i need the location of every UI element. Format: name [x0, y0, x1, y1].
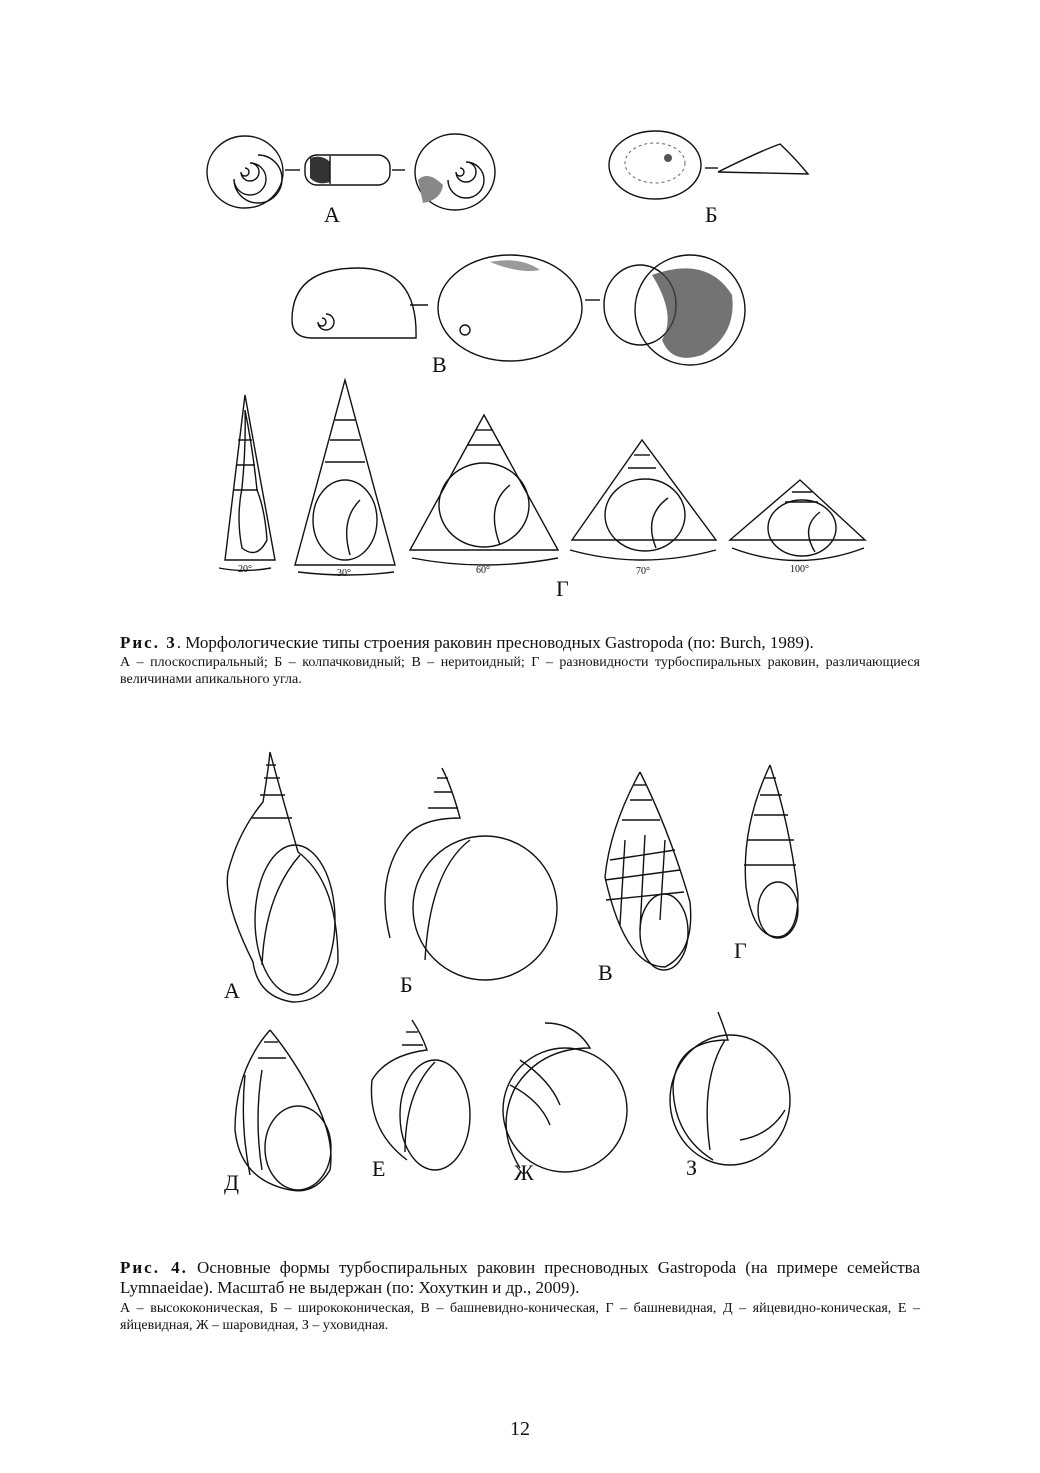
figure-4-label-g: Г [734, 938, 747, 963]
figure-4-z-auriform-drawing [670, 1012, 790, 1180]
figure-4-label-b: Б [400, 972, 413, 997]
figure-3-label-b: Б [705, 202, 718, 227]
figure-4-e-ovate-drawing [371, 1020, 470, 1181]
figure-4-label-a: А [224, 978, 240, 1003]
figure-4-zh-globular-drawing [503, 1023, 627, 1185]
angle-label-70: 70° [636, 566, 650, 577]
figure-4-a-high-conical-drawing [224, 752, 338, 1003]
figure-4-caption-legend: А – высококоническая, Б – ширококоническая, В – башневидно-коническая, Г – башневидная, Д – яйцевидно-коническая, Е – яйцевидная, Ж – шаровидная, З – уховидная. [120, 1300, 920, 1333]
figure-4-caption-main: Основные формы турбоспиральных раковин пресноводных Gastropoda (на примере семейства Lymnaeidae). Масштаб не выдержан (по: Хохуткин и др., 2009). [120, 1258, 920, 1298]
figure-3-caption-main: . Морфологические типы строения раковин пресноводных Gastropoda (по: Burch, 1989). [176, 633, 814, 652]
figure-3-b-patelliform-drawing [609, 131, 808, 227]
figure-3-label-v: В [432, 352, 447, 377]
angle-label-30: 30° [337, 568, 351, 579]
figure-3-a-planispiral-drawing [207, 134, 495, 227]
figure-4-d-ovate-conical-drawing [224, 1030, 331, 1195]
figure-4-v-turret-conical-drawing [598, 772, 691, 985]
figure-3-label-a: А [324, 202, 340, 227]
figure-4-label-v: В [598, 960, 613, 985]
figure-4-b-wide-conical-drawing [385, 768, 557, 997]
figure-4-g-turreted-drawing [734, 765, 798, 963]
figure-3-caption [120, 633, 920, 689]
angle-label-20: 20° [238, 564, 252, 575]
figure-3-caption-legend: А – плоскоспиральный; Б – колпачковидный; В – неритоидный; Г – разновидности турбоспиральных раковин, различающиеся величинами апикального угла. [120, 655, 920, 688]
angle-label-60: 60° [476, 565, 490, 576]
angle-label-100: 100° [790, 564, 809, 575]
figure-3-label-g: Г [556, 576, 569, 601]
figure-4-label-d: Д [224, 1170, 240, 1195]
figure-4-caption-title: Рис. 4. [120, 1258, 188, 1277]
figure-4-label-z: З [686, 1155, 698, 1180]
figure-3-v-neritiform-drawing [292, 255, 745, 377]
figure-4-label-zh: Ж [514, 1160, 534, 1185]
figure-4-label-e: Е [372, 1156, 386, 1181]
figure-3-caption-title: Рис. 3 [120, 633, 177, 652]
figure-3-g-turbospiral-series [219, 380, 865, 601]
page-number: 12 [510, 1418, 530, 1440]
figure-4 [0, 740, 1040, 1210]
figure-3 [0, 0, 1040, 610]
figure-4-caption [120, 1258, 920, 1334]
